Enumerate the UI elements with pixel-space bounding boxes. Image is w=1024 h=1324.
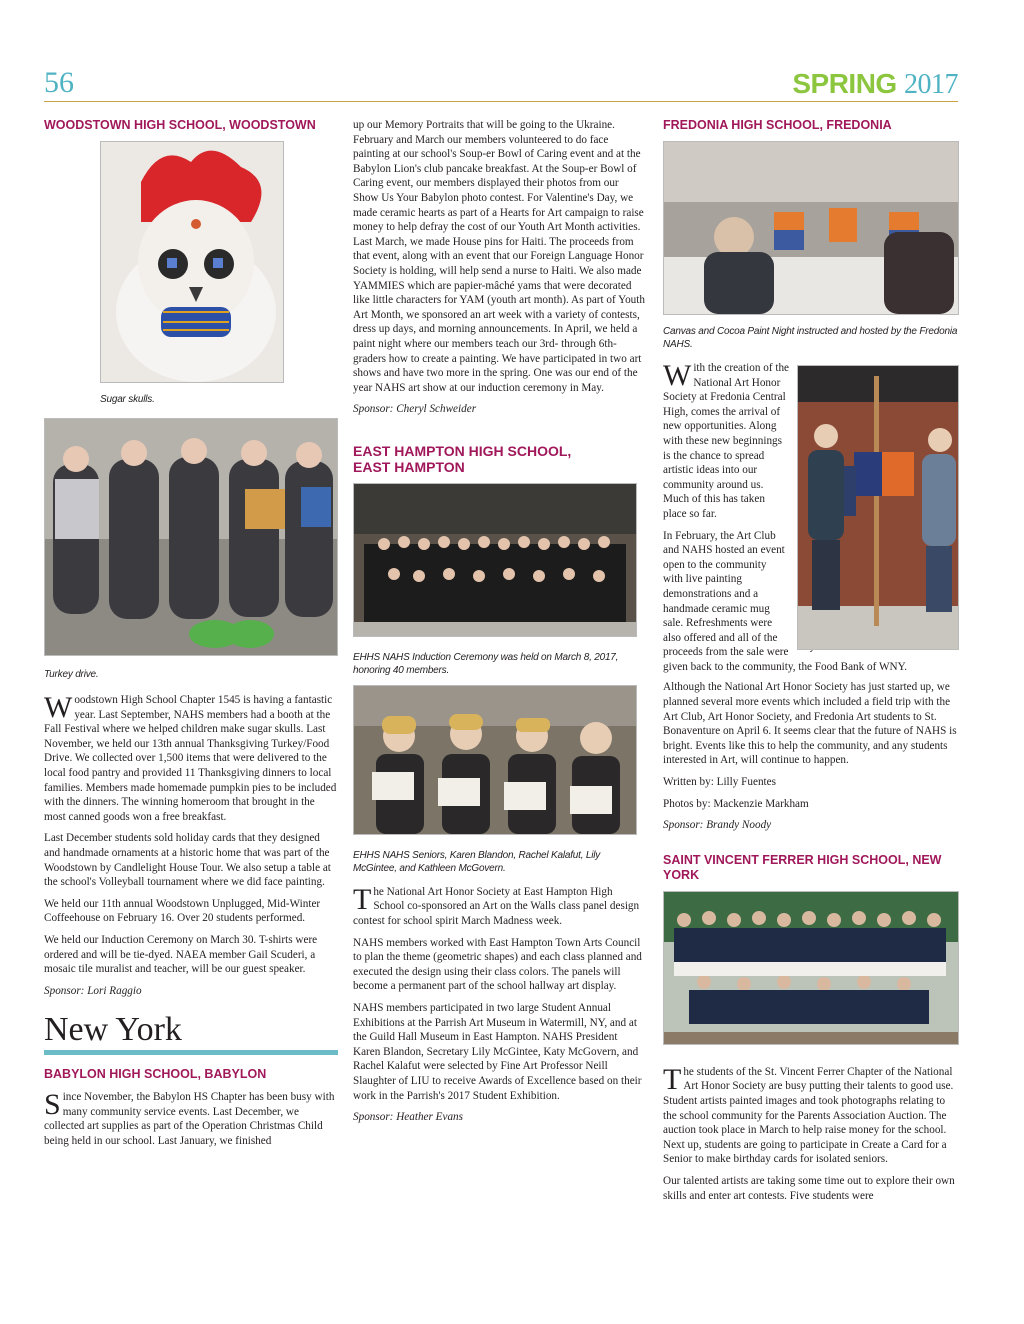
woodstown-paragraph-2: Last December students sold holiday cards that they designed and handmade ornaments at a historic home that was part of the Woodstown by Candlelight House Tour. We also setup a table at the school's Volleyball tournament where we did face painting. — [44, 832, 331, 889]
east-hampton-heading-line2: EAST HAMPTON — [353, 458, 465, 475]
east-hampton-paragraph-1 — [353, 882, 646, 929]
east-hampton-para1-text: he National Art Honor Society at East Hampton High School co-sponsored an Art on the Walls class panel design contest for school spirit March Madness week. — [353, 885, 640, 928]
sugar-skull-photo — [100, 141, 284, 383]
east-hampton-sponsor: Sponsor: Heather Evans — [353, 1111, 463, 1124]
east-hampton-paragraph-3: NAHS members participated in two large Student Annual Exhibitions at the Parrish Art Museum in Watermill, NY, and at the Guild Hall Museum in East Hampton. NAHS President Karen Blandon, Secretary Lily McGintee, Katy McGovern, and Rachel Kalafut were selected by Fine Art Professor Neill Slaughter of LIU to receive Awards of Excellence based on their work in the Parrish's 2017 Student Exhibition. — [353, 1002, 642, 1102]
instructors-photo — [797, 365, 959, 650]
east-hampton-paragraph-2: NAHS members worked with East Hampton Town Arts Council to plan the theme (geometric shapes) and each class planned and executed the design using their class colors. The panels will become a permanent part of the school hallway art display. — [353, 936, 642, 993]
saint-vincent-paragraph-1 — [663, 1062, 959, 1167]
babylon-sponsor: Sponsor: Cheryl Schweider — [353, 403, 477, 416]
saint-vincent-dropcap: T — [663, 1062, 682, 1096]
induction-ceremony-caption: EHHS NAHS Induction Ceremony was held on March 8, 2017, honoring 40 members. — [353, 651, 619, 676]
turkey-drive-caption: Turkey drive. — [44, 669, 99, 680]
babylon-para1-text: ince November, the Babylon HS Chapter has been busy with many community service events. Last December, we collected art supplies as part of the Operation Christmas Child being held in our school. Last January, we finished — [44, 1091, 335, 1148]
turkey-drive-photo — [44, 418, 338, 656]
fredonia-para1-text: ith the creation of the National Art Honor Society at Fredonia Central High, comes the arrival of new opportunities. Along with these new beginnings is the chance to spread artistic ideas into our community around us. Much of this has taken place so far. — [663, 362, 790, 520]
fredonia-paragraph-3: Although the National Art Honor Society has just started up, we planned several more events which included a field trip with the Art Club, Art Honor Society, and Fredonia Art students to St. Bonaventure on April 6. It seems clear that the future of NAHS is bright. Events like this to help the community, and any students interested in Art, will continue to happen. — [663, 681, 957, 767]
woodstown-paragraph-4: We held our Induction Ceremony on March 30. T-shirts were ordered and will be tie-dyed. NAEA member Gail Scuderi, a mosaic tile muralist and teacher, will be our guest speaker. — [44, 933, 318, 976]
fredonia-sponsor: Sponsor: Brandy Noody — [663, 819, 772, 832]
saint-vincent-heading: SAINT VINCENT FERRER HIGH SCHOOL, NEW YORK — [663, 852, 942, 882]
issue-season: SPRING — [792, 68, 897, 99]
babylon-dropcap: S — [44, 1088, 61, 1122]
column-1 — [44, 118, 338, 1156]
woodstown-paragraph-1 — [44, 693, 338, 824]
paint-night-caption: Canvas and Cocoa Paint Night instructed and hosted by the Fredonia NAHS. — [663, 326, 958, 350]
page-number: 56 — [44, 66, 74, 99]
paint-night-illustration — [664, 142, 958, 314]
saint-vincent-paragraph-2: Our talented artists are taking some time out to explore their own skills and enter art contests. Five students were — [663, 1174, 955, 1202]
sugar-skull-caption: Sugar skulls. — [100, 394, 155, 405]
fredonia-written-by: Written by: Lilly Fuentes — [663, 776, 776, 789]
seniors-photo — [353, 685, 637, 835]
seniors-caption: EHHS NAHS Seniors, Karen Blandon, Rachel Kalafut, Lily McGintee, and Kathleen McGovern. — [353, 849, 601, 874]
east-hampton-dropcap: T — [353, 882, 372, 916]
woodstown-sponsor: Sponsor: Lori Raggio — [44, 984, 142, 997]
east-hampton-heading — [353, 443, 646, 475]
column-2 — [353, 118, 646, 1132]
woodstown-dropcap: W — [44, 691, 73, 724]
babylon-paragraph-continued: up our Memory Portraits that will be going to the Ukraine. February and March our members volunteered to do face painting at our school's Soup-er Bowl of Caring event and at the Babylon Lion's club pancake breakfast. At the Soup-er Bowl of Caring event, our members displayed their photos from our Show Us Your Babylon photo contest. For Valentine's Day, we made ceramic hearts as part of a Hearts for Art campaign to raise money to help defray the cost of our Youth Art Month activities. Last March, we made House pins for Haiti. The proceeds from that event, along with an event that our Foreign Language Honor Society is holding, will help send a nurse to Haiti. We also made YAMMIES which are papier-mâché yams that were decorated like little characters for YAM (youth art month). As part of Youth Art Month, we sponsored an art week with a variety of contests, dress up days, and morning announcements. In April, we held a paint night where our members teach our 3rd- through 6th-graders how to create a painting. We have participated in two art shows and have two more in the spring. One was our end of the year NAHS art show at our induction ceremony in May. — [353, 119, 645, 394]
babylon-heading: BABYLON HIGH SCHOOL, BABYLON — [44, 1067, 267, 1082]
turkey-drive-illustration — [45, 419, 337, 655]
issue-year: 2017 — [904, 69, 958, 100]
issue-label — [792, 68, 958, 101]
sugar-skull-illustration — [101, 142, 283, 382]
new-york-section-title: New York — [44, 1011, 182, 1049]
saint-vincent-para1-text: he students of the St. Vincent Ferrer Chapter of the National Art Honor Society are busy putting their talents to good use. Student artists painted images and took photographs relating to the school community for the Parents Association Auction. The auction took place in March to help raise money for the school. Next up, students are going to participate in Create a Card for a Senior to make birthday cards for isolated seniors. — [663, 1065, 954, 1166]
header-rule — [44, 101, 958, 102]
fredonia-photos-by: Photos by: Mackenzie Markham — [663, 797, 809, 810]
fredonia-dropcap: W — [663, 359, 692, 392]
fredonia-paragraph-2: In February, the Art Club and NAHS hosted an event open to the community with live painting demonstrations and a handmade ceramic mug sale. Refreshments were also offered and all of the proceeds from the sale were given back to the community, the Food Bank of WNY. — [663, 529, 908, 673]
paint-night-photo — [663, 141, 959, 315]
saint-vincent-group-illustration — [664, 892, 958, 1044]
fredonia-heading: FREDONIA HIGH SCHOOL, FREDONIA — [663, 118, 892, 132]
new-york-section-rule — [44, 1050, 338, 1055]
column-3 — [663, 118, 959, 1210]
woodstown-paragraph-3: We held our 11th annual Woodstown Unplugged, Mid-Winter Coffeehouse on February 16. Over 20 students performed. — [44, 897, 321, 925]
seniors-illustration — [354, 686, 636, 834]
induction-ceremony-photo — [353, 483, 637, 637]
babylon-paragraph-1 — [44, 1090, 338, 1148]
woodstown-para1-text: oodstown High School Chapter 1545 is having a fantastic year. Last September, NAHS members had a booth at the Fall Festival where we helped children make sugar skulls. Last November, we held our 13th annual Thanksgiving Turkey/Food Drive. We collected over 1,500 items that were delivered to the local food pantry and provided 11 Thanksgiving dinners to local families. Members made homemade pumpkin pies to be included with the dinners. The winning homeroom that brought in the most canned goods won a free breakfast. — [44, 694, 337, 823]
induction-ceremony-illustration — [354, 484, 636, 636]
instructors-illustration — [798, 366, 958, 649]
saint-vincent-group-photo — [663, 891, 959, 1045]
east-hampton-heading-line1: EAST HAMPTON HIGH SCHOOL, — [353, 442, 572, 459]
woodstown-heading: WOODSTOWN HIGH SCHOOL, WOODSTOWN — [44, 118, 316, 132]
